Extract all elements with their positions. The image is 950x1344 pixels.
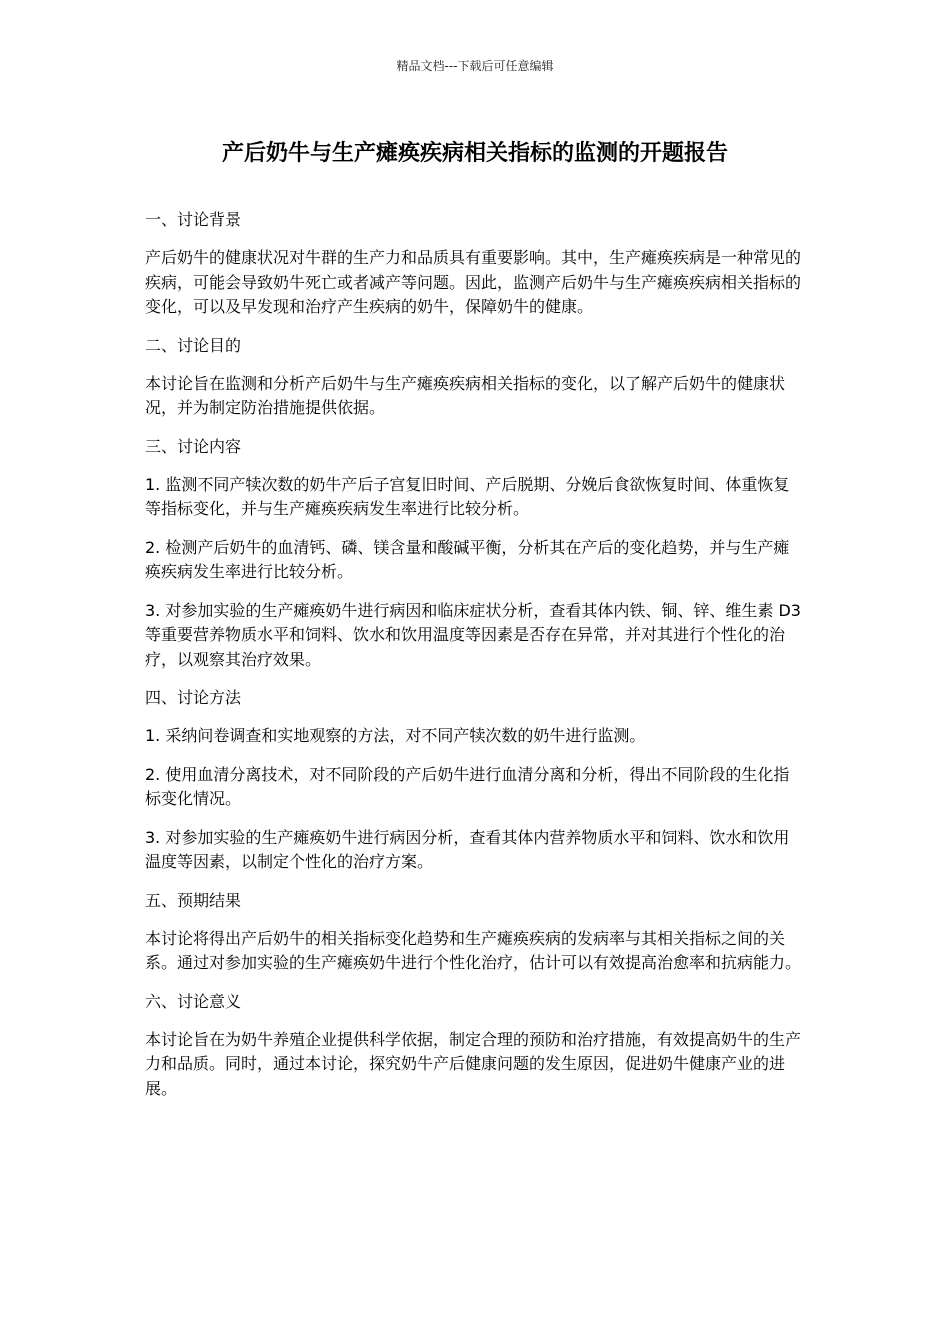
section-heading-content: 三、讨论内容: [145, 436, 242, 456]
paragraph-methods-1: 1. 采纳问卷调查和实地观察的方法，对不同产犊次数的奶牛进行监测。: [145, 726, 646, 745]
paragraph-content-2: 2. 检测产后奶牛的血清钙、磷、镁含量和酸碱平衡，分析其在产后的变化趋势，并与生产瘫痪疾病发生率进行比较分析。: [145, 537, 790, 581]
paragraph-background: 产后奶牛的健康状况对牛群的生产力和品质具有重要影响。其中，生产瘫痪疾病是一种常见的疾病，可能会导致奶牛死亡或者减产等问题。因此，监测产后奶牛与生产瘫痪疾病相关指标的变化，可以及早发现和治疗产生疾病的奶牛，保障奶牛的健康。: [145, 248, 802, 316]
header-note: 精品文档---下载后可任意编辑: [396, 59, 554, 73]
section-heading-expected-results: 五、预期结果: [145, 890, 242, 910]
paragraph-methods-2: 2. 使用血清分离技术，对不同阶段的产后奶牛进行血清分离和分析，得出不同阶段的生化指标变化情况。: [145, 764, 790, 808]
section-heading-methods: 四、讨论方法: [145, 688, 242, 707]
section-heading-purpose: 二、讨论目的: [145, 335, 242, 355]
section-heading-background: 一、讨论背景: [145, 210, 242, 229]
document-body: [145, 208, 803, 1115]
paragraph-content-1: 1. 监测不同产犊次数的奶牛产后子宫复旧时间、产后脱期、分娩后食欲恢复时间、体重恢复等指标变化，并与生产瘫痪疾病发生率进行比较分析。: [145, 474, 790, 518]
paragraph-expected-results: 本讨论将得出产后奶牛的相关指标变化趋势和生产瘫痪疾病的发病率与其相关指标之间的关系。通过对参加实验的生产瘫痪奶牛进行个性化治疗，估计可以有效提高治愈率和抗病能力。: [145, 928, 802, 972]
paragraph-content-3: 3. 对参加实验的生产瘫痪奶牛进行病因和临床症状分析，查看其体内铁、铜、锌、维生素 D3 等重要营养物质水平和饲料、饮水和饮用温度等因素是否存在异常，并对其进行个性化的治疗，以观察其治疗效果。: [145, 600, 801, 669]
section-heading-significance: 六、讨论意义: [145, 991, 242, 1011]
paragraph-significance: 本讨论旨在为奶牛养殖企业提供科学依据，制定合理的预防和治疗措施，有效提高奶牛的生产力和品质。同时，通过本讨论，探究奶牛产后健康问题的发生原因，促进奶牛健康产业的进展。: [145, 1029, 802, 1098]
document-title: 产后奶牛与生产瘫痪疾病相关指标的监测的开题报告: [221, 141, 728, 166]
paragraph-methods-3: 3. 对参加实验的生产瘫痪奶牛进行病因分析，查看其体内营养物质水平和饲料、饮水和饮用温度等因素，以制定个性化的治疗方案。: [145, 827, 790, 871]
paragraph-purpose: 本讨论旨在监测和分析产后奶牛与生产瘫痪疾病相关指标的变化，以了解产后奶牛的健康状况，并为制定防治措施提供依据。: [145, 373, 786, 417]
